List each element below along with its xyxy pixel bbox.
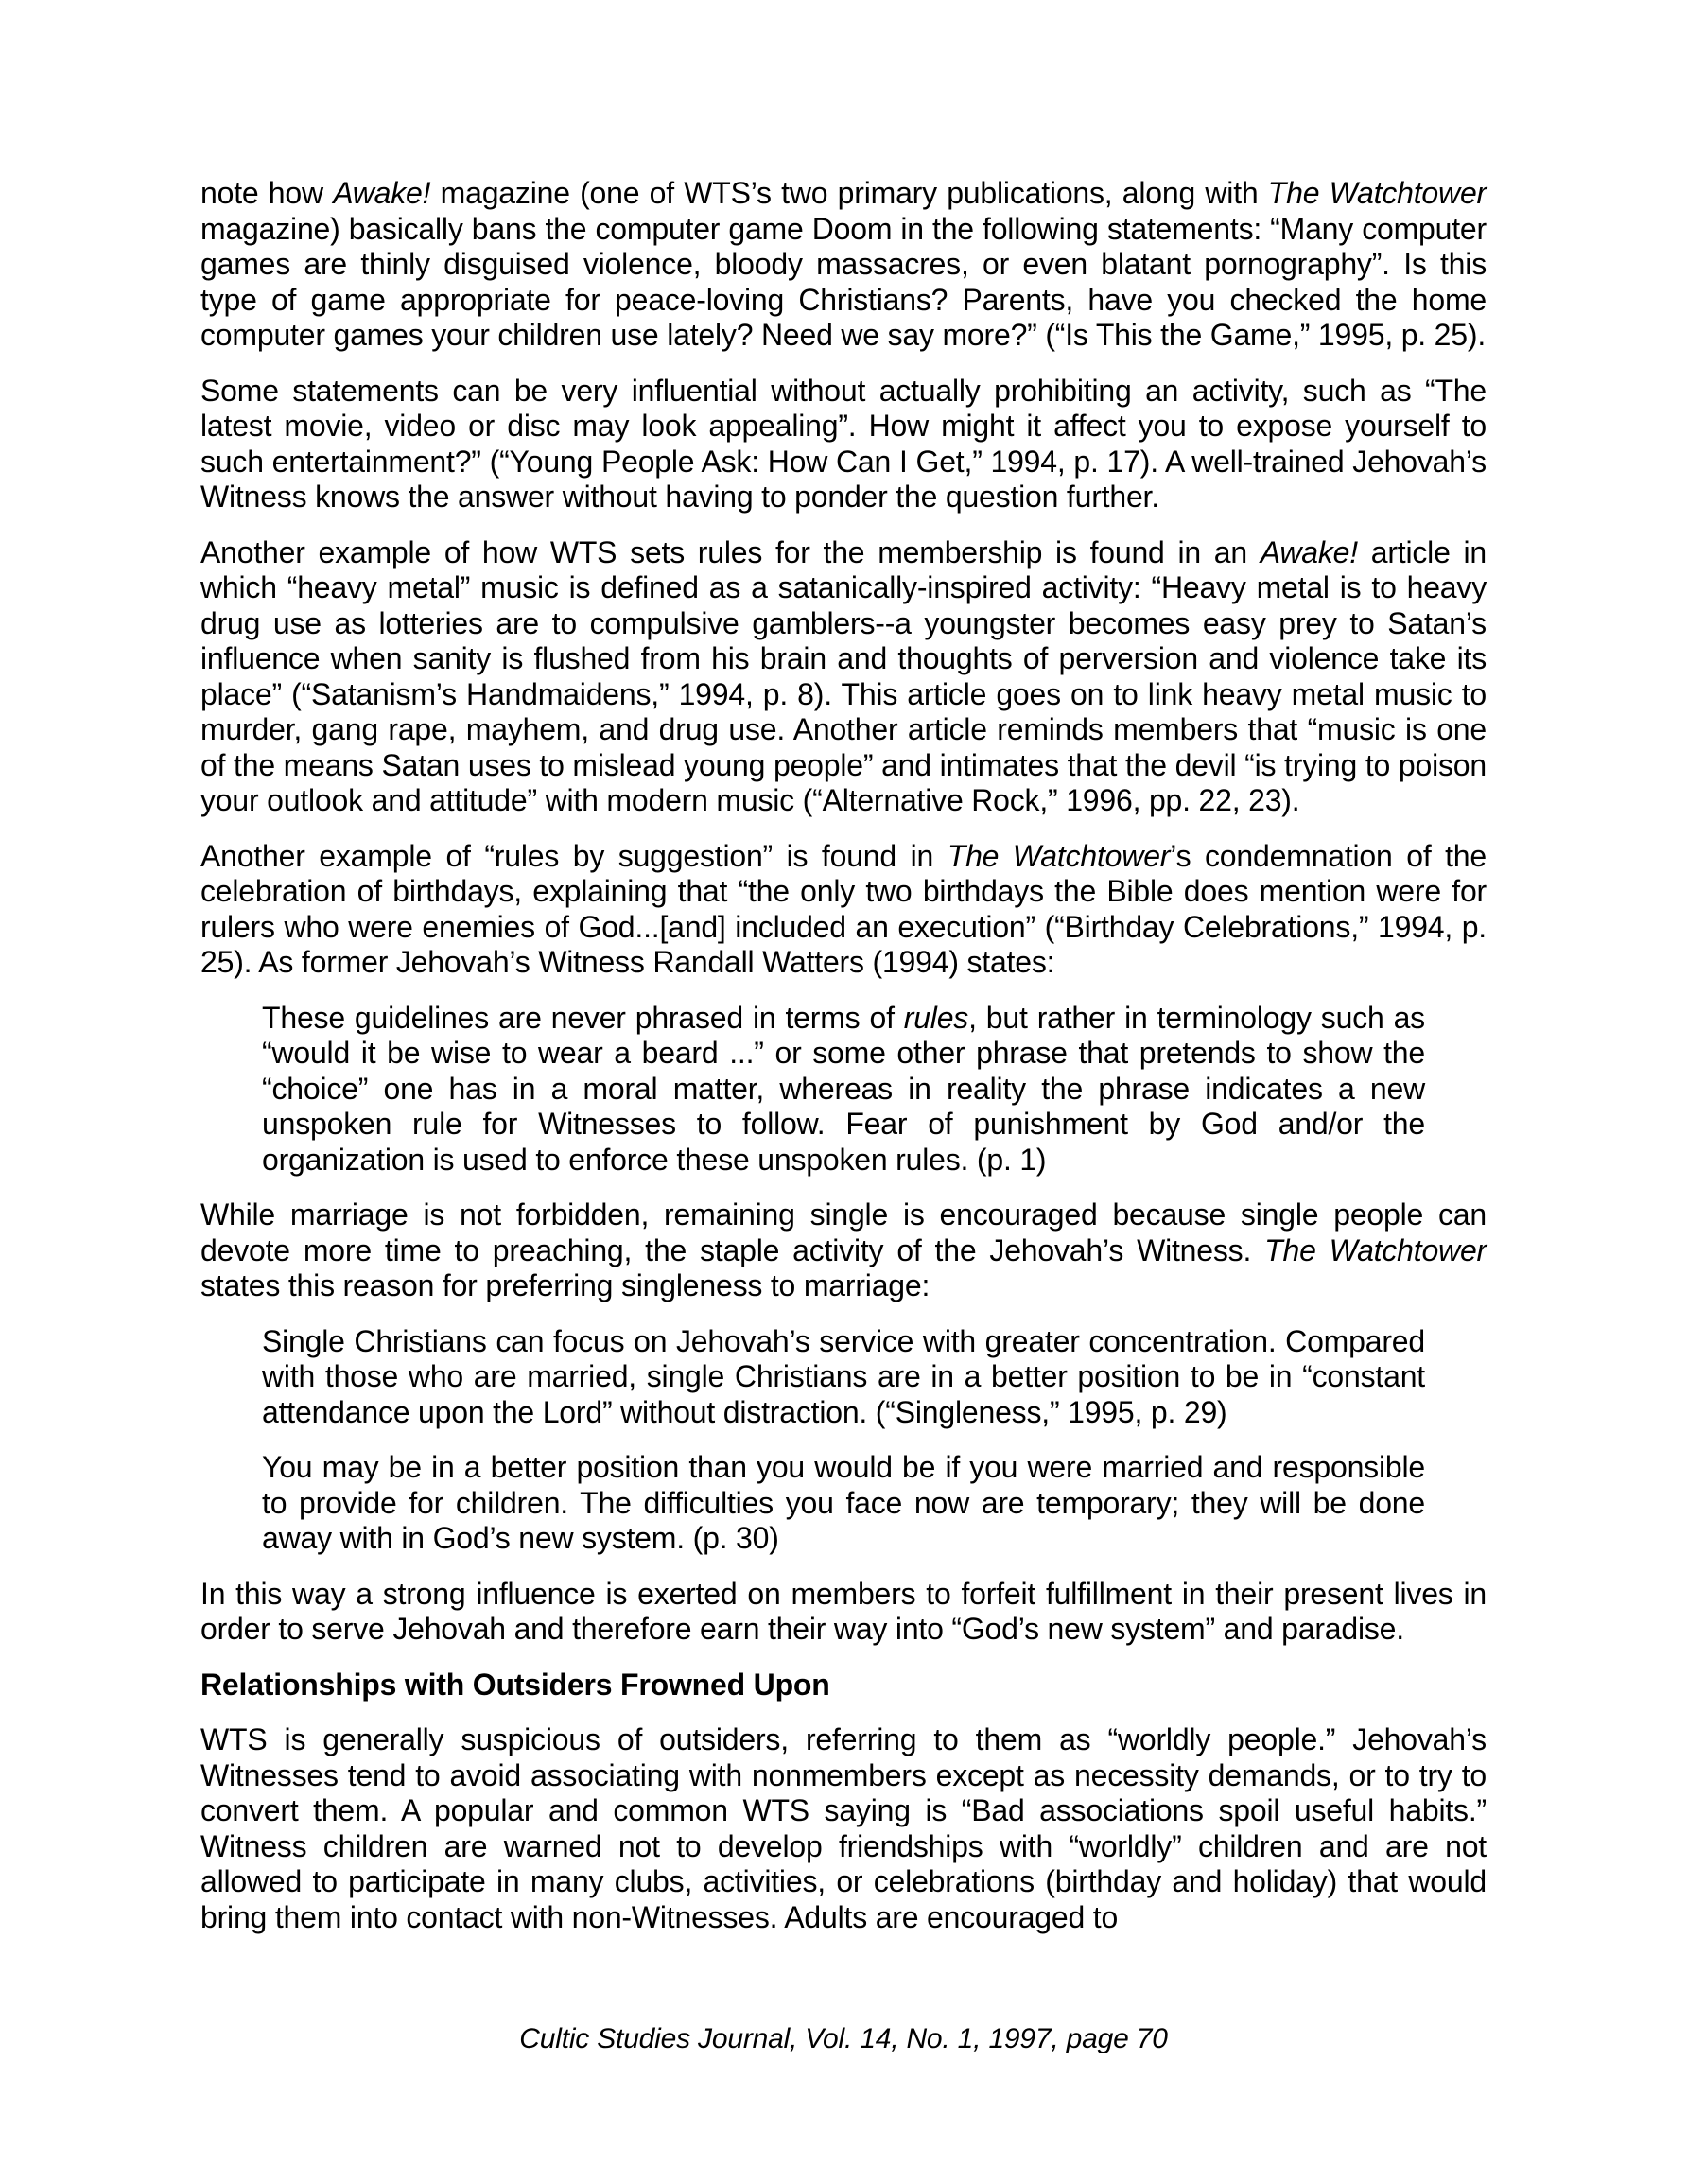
paragraph-marriage: While marriage is not forbidden, remaining single is encouraged because single people can devote more time to preaching, the staple activity of the Jehovah’s Witness. The Watchtower states this reason for preferring singleness to marriage: <box>200 1197 1487 1302</box>
paragraph-outsiders: WTS is generally suspicious of outsiders, referring to them as “worldly people.” Jehovah’s Witnesses tend to avoid associating with nonmembers except as necessity demands, or to try to convert them. A popular and common WTS saying is “Bad associations spoil useful habits.” Witness children are warned not to develop friendships with “worldly” children and are not allowed to participate in many clubs, activities, or celebrations (birthday and holiday) that would bring them into contact with non-Witnesses. Adults are encouraged to <box>200 1722 1487 1934</box>
block-quote-watters: These guidelines are never phrased in terms of rules, but rather in terminology such as “would it be wise to wear a beard ...” or some other phrase that pretends to show the “choice” one has in a moral matter, whereas in reality the phrase indicates a new unspoken rule for Witnesses to follow. Fear of punishment by God and/or the organization is used to enforce these unspoken rules. (p. 1) <box>262 1000 1425 1177</box>
paragraph-strong-influence: In this way a strong influence is exerted on members to forfeit fulfillment in their present lives in order to serve Jehovah and therefore earn their way into “God’s new system” and paradise. <box>200 1576 1487 1646</box>
block-quote-better-position: You may be in a better position than you would be if you were married and responsible to provide for children. The difficulties you face now are temporary; they will be done away with in God’s new system. (p. 30) <box>262 1450 1425 1555</box>
page-footer: Cultic Studies Journal, Vol. 14, No. 1, 1997, page 70 <box>519 2023 1168 2054</box>
paragraph-birthdays: Another example of “rules by suggestion” is found in The Watchtower’s condemnation of the celebration of birthdays, explaining that “the only two birthdays the Bible does mention were for rulers who were enemies of God...[and] included an execution” (“Birthday Celebrations,” 1994, p. 25). As former Jehovah’s Witness Randall Watters (1994) states: <box>200 838 1487 979</box>
paragraph-influential-statements: Some statements can be very influential without actually prohibiting an activity, such as “The latest movie, video or disc may look appealing”. How might it affect you to expose yourself to such entertainment?” (“Young People Ask: How Can I Get,” 1994, p. 17). A well-trained Jehovah’s Witness knows the answer without having to ponder the question further. <box>200 373 1487 514</box>
paragraph-awake-doom: note how Awake! magazine (one of WTS’s two primary publications, along with The Watchtower magazine) basically bans the computer game Doom in the following statements: “Many computer games are thinly disguised violence, bloody massacres, or even blatant pornography”. Is this type of game appropriate for peace-loving Christians? Parents, have you checked the home computer games your children use lately? Need we say more?” (“Is This the Game,” 1995, p. 25). <box>200 176 1487 352</box>
block-quote-singleness: Single Christians can focus on Jehovah’s service with greater concentration. Compared with those who are married, single Christians are in a better position to be in “constant attendance upon the Lord” without distraction. (“Singleness,” 1995, p. 29) <box>262 1323 1425 1429</box>
section-heading-relationships: Relationships with Outsiders Frowned Upon <box>200 1667 830 1702</box>
paragraph-heavy-metal: Another example of how WTS sets rules for the membership is found in an Awake! article in which “heavy metal” music is defined as a satanically-inspired activity: “Heavy metal is to heavy drug use as lotteries are to compulsive gamblers--a youngster becomes easy prey to Satan’s influence when sanity is flushed from his brain and thoughts of perversion and violence take its place” (“Satanism’s Handmaidens,” 1994, p. 8). This article goes on to link heavy metal music to murder, gang rape, mayhem, and drug use. Another article reminds members that “music is one of the means Satan uses to mislead young people” and intimates that the devil “is trying to poison your outlook and attitude” with modern music (“Alternative Rock,” 1996, pp. 22, 23). <box>200 534 1487 817</box>
